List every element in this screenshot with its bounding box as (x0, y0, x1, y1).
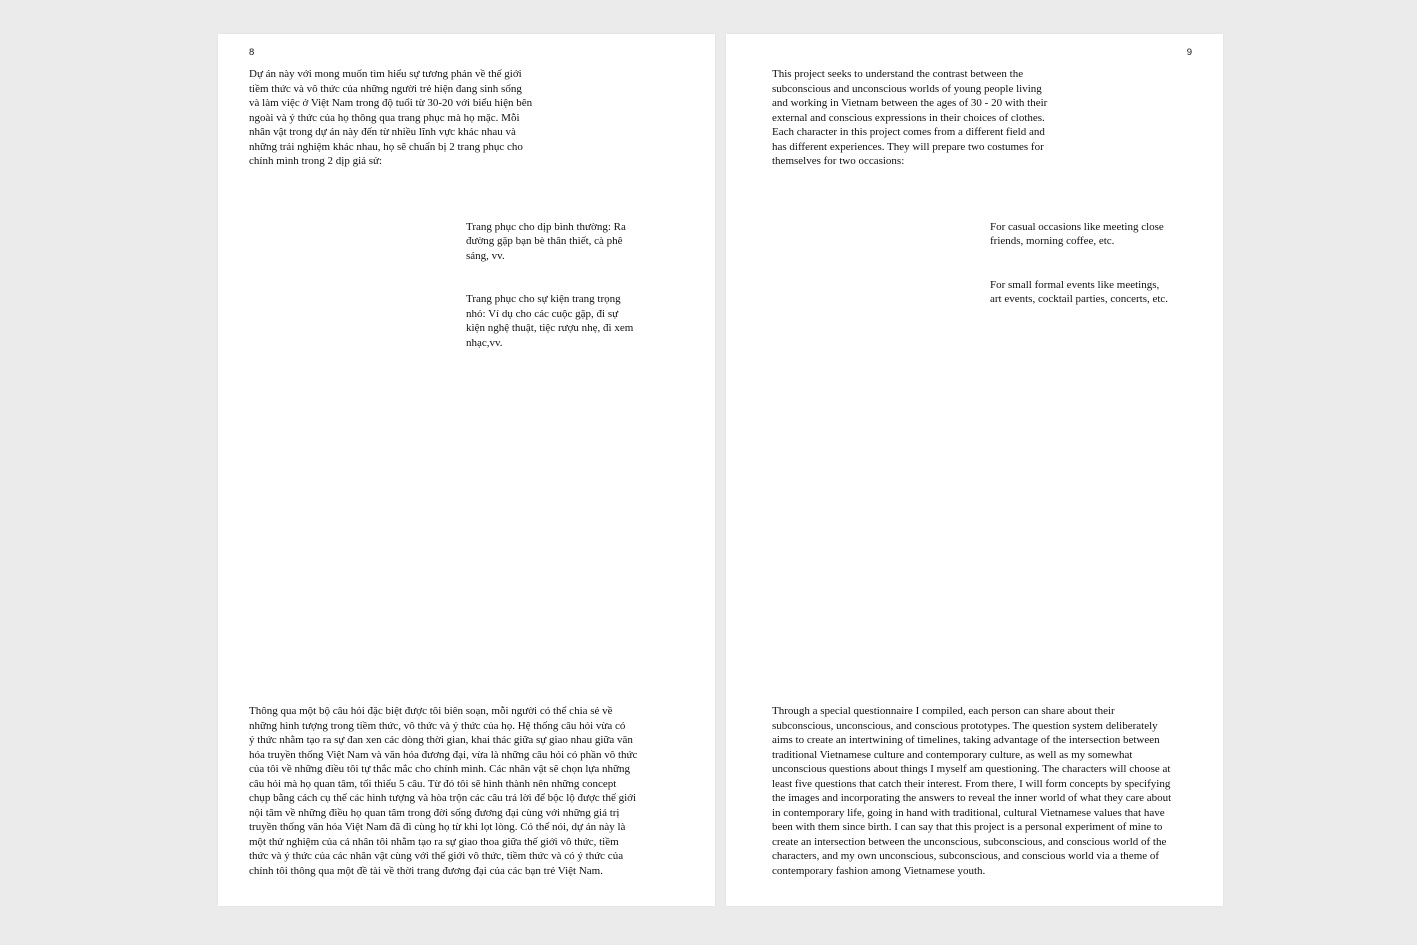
left-occasion-formal: Trang phục cho sự kiện trang trọng nhỏ: Ví dụ cho các cuộc gặp, đi sự kiện nghệ thuật, tiệc rượu nhẹ, đi xem nhạc,vv. (466, 293, 634, 349)
page-number-right: 9 (1186, 47, 1192, 58)
right-intro-paragraph: This project seeks to understand the contrast between the subconscious and unconscious worlds of young people living and working in Vietnam between the ages of 30 - 20 with their external and conscious expressions in their choices of clothes. Each character in this project comes from a different field and has different experiences. They will prepare two costumes for themselves for two occasions: (772, 68, 1048, 167)
right-occasion-casual: For casual occasions like meeting close friends, morning coffee, etc. (990, 220, 1164, 247)
right-closing-paragraph: Through a special questionnaire I compiled, each person can share about their subconscious, unconscious, and conscious prototypes. The question system deliberately aims to create an intertwining of timelines, taking advantage of the intersection between traditional Vietnamese culture and contemporary culture, as well as my somewhat unconscious questions about things I myself am questioning. The characters will choose at least five questions that catch their interest. From there, I will form concepts by specifying the images and incorporating the answers to reveal the inner world of what they care about in contemporary life, going in hand with traditional, cultural Vietnamese values that have been with them since birth. I can say that this project is a personal experiment of mine to create an intersection between the unconscious, subconscious, and conscious world of the characters, and my own unconscious, subconscious, and conscious world via a theme of contemporary fashion among Vietnamese youth. (772, 705, 1172, 877)
page-number-left: 8 (249, 47, 255, 58)
right-occasions-list (990, 205, 1200, 321)
left-occasion-casual: Trang phục cho dịp bình thường: Ra đường gặp bạn bè thân thiết, cà phê sáng, vv. (466, 220, 626, 262)
left-closing-paragraph: Thông qua một bộ câu hỏi đặc biệt được tôi biên soạn, mỗi người có thể chia sẻ về những hình tượng trong tiềm thức, vô thức và ý thức của họ. Hệ thống câu hỏi vừa có ý thức nhằm tạo ra sự đan xen các dòng thời gian, khai thác giữa sự giao nhau giữa văn hóa truyền thống Việt Nam và văn hóa đương đại, vừa là những câu hỏi có phần vô thức của tôi về những điều tôi tự thắc mắc cho chính mình. Các nhân vật sẽ chọn lựa những câu hỏi mà họ quan tâm, tối thiểu 5 câu. Từ đó tôi sẽ hình thành nên những concept chụp bằng cách cụ thể các hình tượng và hòa trộn các câu trả lời để bộc lộ được thế giới nội tâm về những điều họ quan tâm trong đời sống đương đại cùng với những giá trị truyền thống văn hóa Việt Nam đã đi cùng họ từ khi lọt lòng. Có thể nói, dự án này là một thử nghiệm của cá nhân tôi nhằm tạo ra sự giao thoa giữa thế giới vô thức, tiềm thức và ý thức của các nhân vật cùng với thế giới vô thức, tiềm thức và có ý thức của chính tôi thông qua một đề tài về thời trang đương đại của các bạn trẻ Việt Nam. (249, 705, 638, 877)
left-intro-paragraph: Dự án này với mong muốn tìm hiểu sự tương phản về thế giới tiềm thức và vô thức của những người trẻ hiện đang sinh sống và làm việc ở Việt Nam trong độ tuổi từ 30-20 với biểu hiện bên ngoài và ý thức của họ thông qua trang phục mà họ mặc. Mỗi nhân vật trong dự án này đến từ nhiều lĩnh vực khác nhau và những trải nghiệm khác nhau, họ sẽ chuẩn bị 2 trang phục cho chính mình trong 2 dịp giả sử: (249, 68, 533, 167)
right-page (726, 34, 1223, 906)
left-page (218, 34, 715, 906)
right-occasion-formal: For small formal events like meetings, art events, cocktail parties, concerts, etc. (990, 278, 1169, 305)
left-occasions-list (466, 205, 666, 365)
